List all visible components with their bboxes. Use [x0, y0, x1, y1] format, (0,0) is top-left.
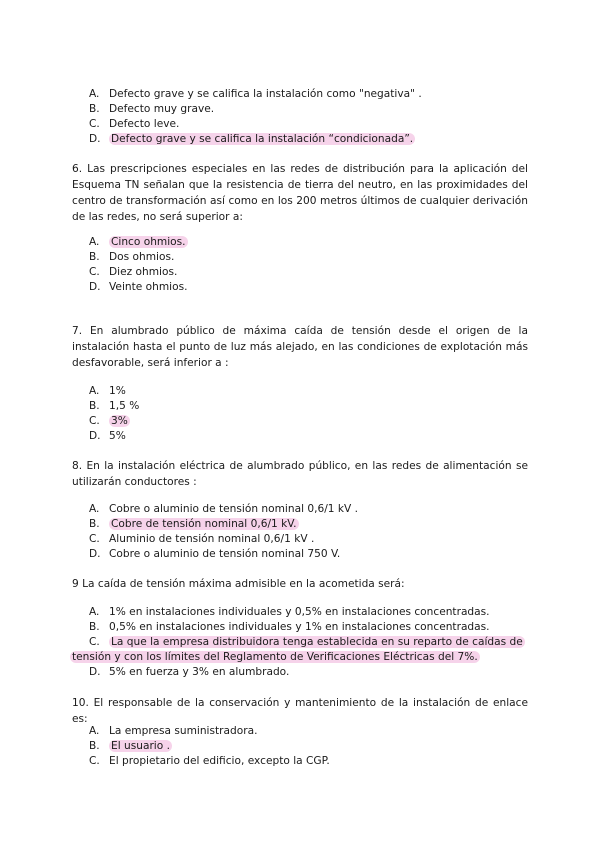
q5-option-a: A. Defecto grave y se califica la instalación como "negativa" .	[89, 88, 422, 100]
q6-option-d: D. Veinte ohmios.	[89, 281, 188, 293]
highlighted-answer: Defecto grave y se califica la instalación “condicionada”.	[111, 133, 414, 145]
q5-option-d: D. Defecto grave y se califica la instalación “condicionada”.	[89, 133, 414, 145]
q9-question: 9 La caída de tensión máxima admisible en la acometida será:	[72, 578, 405, 590]
q7-option-a: A. 1%	[89, 385, 126, 397]
q5-option-c: C. Defecto leve.	[89, 118, 180, 130]
q9-option-d: D. 5% en fuerza y 3% en alumbrado.	[89, 666, 290, 678]
q8-question: 8. En la instalación eléctrica de alumbrado público, en las redes de alimentación se utilizarán conductores :	[72, 460, 528, 488]
q6-option-a: A. Cinco ohmios.	[89, 236, 186, 248]
q10-option-a: A. La empresa suministradora.	[89, 725, 258, 737]
q7-question: 7. En alumbrado público de máxima caída de tensión desde el origen de la instalación hasta el punto de luz más alejado, en las condiciones de explotación más desfavorable, será inferior a :	[72, 325, 528, 369]
q7-option-d: D. 5%	[89, 430, 126, 442]
q7-option-c: C. 3%	[89, 415, 128, 427]
highlighted-answer: El usuario .	[111, 740, 170, 752]
q7-option-b: B. 1,5 %	[89, 400, 140, 412]
q10-option-c: C. El propietario del edificio, excepto la CGP.	[89, 755, 330, 767]
q10-option-b: B. El usuario .	[89, 740, 170, 752]
highlighted-answer: 3%	[111, 415, 128, 427]
q6-question: 6. Las prescripciones especiales en las redes de distribución para la aplicación del Esquema TN señalan que la resistencia de tierra del neutro, en las proximidades del centro de transformación así como en los 200 metros últimos de cualquier derivación de las redes, no será superior a:	[72, 163, 528, 223]
q9-option-c: C. La que la empresa distribuidora tenga establecida en su reparto de caídas de tensión y con los límites del Reglamento de Verificaciones Eléctricas del 7%.	[72, 636, 523, 663]
q9-option-a: A. 1% en instalaciones individuales y 0,5% en instalaciones concentradas.	[89, 606, 490, 618]
q9-option-b: B. 0,5% en instalaciones individuales y 1% en instalaciones concentradas.	[89, 621, 490, 633]
q8-option-a: A. Cobre o aluminio de tensión nominal 0,6/1 kV .	[89, 503, 359, 515]
q10-question: 10. El responsable de la conservación y mantenimiento de la instalación de enlace es:	[72, 697, 528, 725]
highlighted-answer: La que la empresa distribuidora tenga establecida en su reparto de caídas de	[111, 636, 523, 648]
q6-option-b: B. Dos ohmios.	[89, 251, 175, 263]
q8-option-b: B. Cobre de tensión nominal 0,6/1 kV.	[89, 518, 297, 530]
highlighted-answer: Cobre de tensión nominal 0,6/1 kV.	[111, 518, 297, 530]
q5-option-b: B. Defecto muy grave.	[89, 103, 215, 115]
q6-option-c: C. Diez ohmios.	[89, 266, 178, 278]
highlighted-answer-continued: tensión y con los límites del Reglamento de Verificaciones Eléctricas del 7%.	[72, 651, 478, 663]
q8-option-c: C. Aluminio de tensión nominal 0,6/1 kV .	[89, 533, 315, 545]
q8-option-d: D. Cobre o aluminio de tensión nominal 750 V.	[89, 548, 341, 560]
highlighted-answer: Cinco ohmios.	[111, 236, 186, 248]
